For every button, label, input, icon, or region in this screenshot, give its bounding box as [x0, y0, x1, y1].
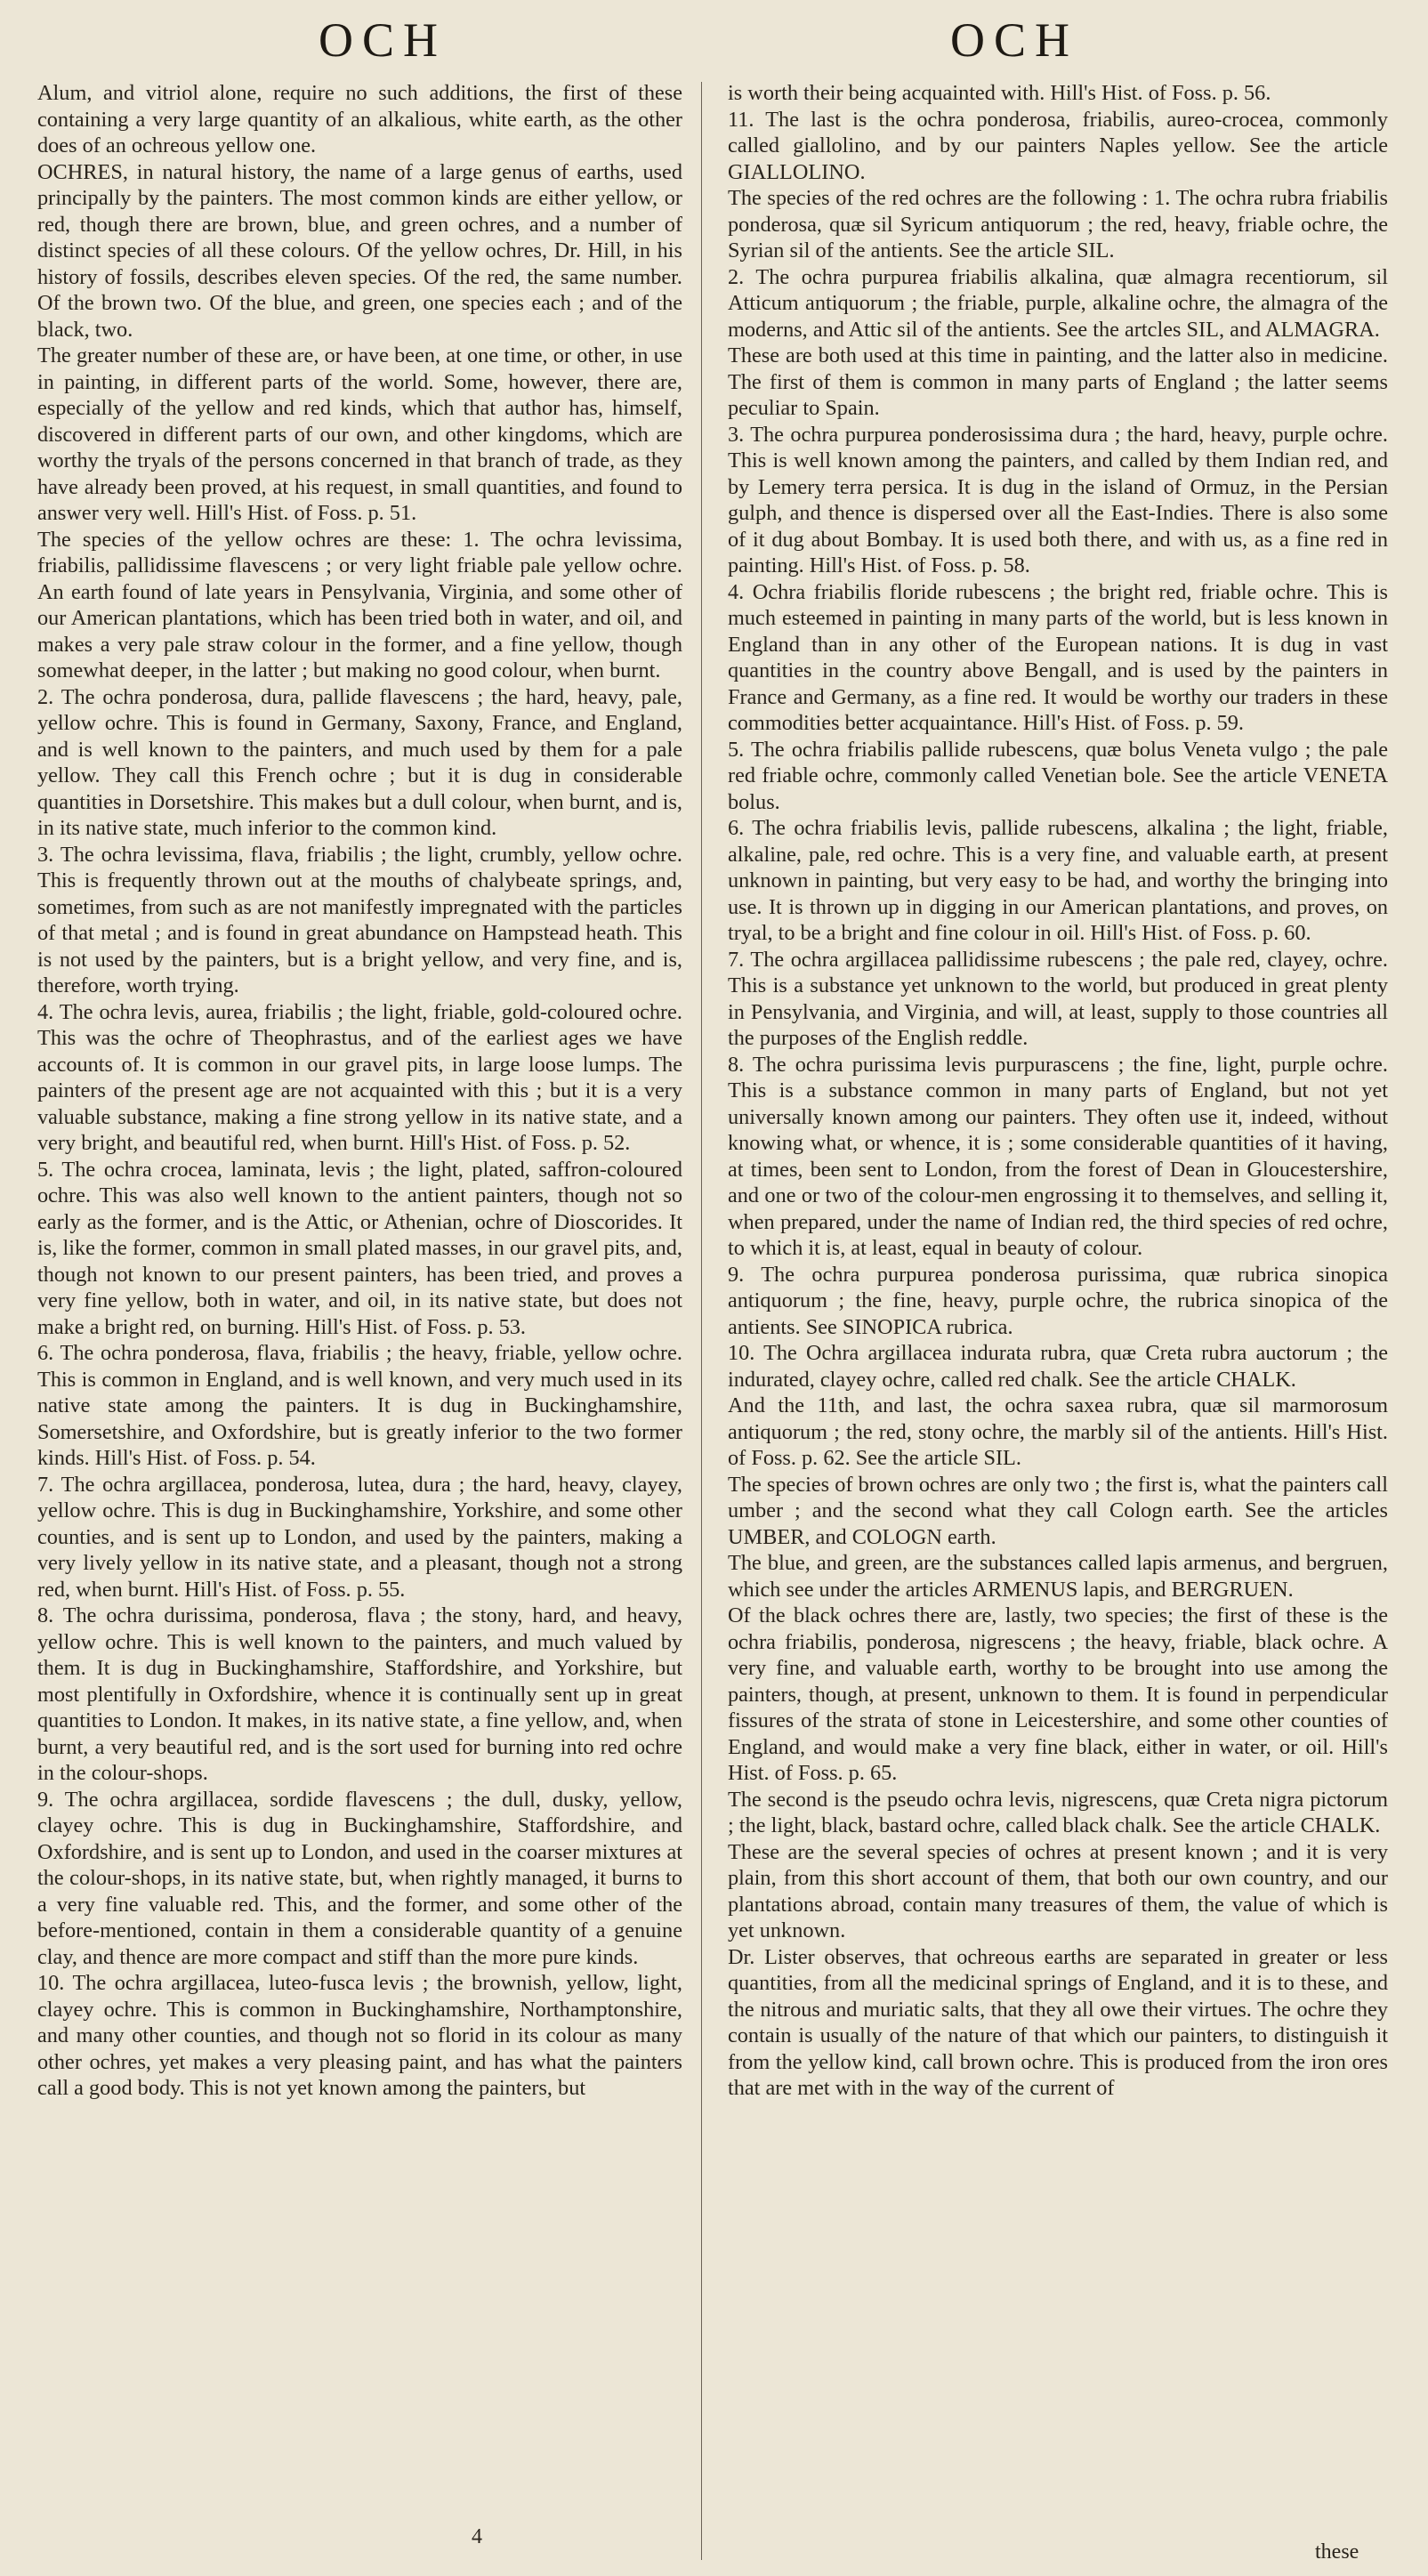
column-divider	[701, 82, 702, 2560]
paragraph: 3. The ochra levissima, flava, friabilis ; the light, crumbly, yellow ochre. This is frequently thrown out at the mouths of chalybeate springs, and, sometimes, from such as are not manifestly impregnated with the particles of that metal ; and is found in great abundance on Hampstead heath. This is not used by the painters, but is a bright yellow, and very fine, and is, therefore, worth trying.	[37, 842, 682, 997]
paragraph: 7. The ochra argillacea, ponderosa, lutea, dura ; the hard, heavy, clayey, yellow ochre. This is dug in Buckinghamshire, Yorkshire, and some other counties, and is sent up to London, and used by the painters, making a very lively yellow in its native state, and a pleasant, though not a strong red, when burnt. Hill's Hist. of Foss. p. 55.	[37, 1472, 682, 1602]
catchword: these	[1315, 2540, 1359, 2564]
paragraph: 4. Ochra friabilis floride rubescens ; the bright red, friable ochre. This is much esteemed in painting in many parts of the world, but is less known in England than in any other of the European nations. It is dug in vast quantities in the country above Bengall, and is used by the painters in France and Germany, as a fine red. It would be worthy our traders in these commodities better acquaintance. Hill's Hist. of Foss. p. 59.	[728, 579, 1388, 735]
paragraph: Alum, and vitriol alone, require no such additions, the first of these containing a very large quantity of an alkalious, white earth, as the other does of an ochreous yellow one.	[37, 81, 682, 157]
paragraph: 9. The ochra argillacea, sordide flavescens ; the dull, dusky, yellow, clayey ochre. This is dug in Buckinghamshire, Staffordshire, and Oxfordshire, and is sent up to London, and used in the coarser mixtures at the colour-shops, in its native state, but, when rightly managed, it burns to a very fine valuable red. This, and the former, and some other of the before-mentioned, contain in them a considerable quantity of a genuine clay, and thence are more compact and stiff than the more pure kinds.	[37, 1787, 682, 1969]
right-column	[728, 80, 1388, 2491]
paragraph: Of the black ochres there are, lastly, two species; the first of these is the ochra friabilis, ponderosa, nigrescens ; the heavy, friable, black ochre. A very fine, and valuable earth, worthy to be brought into use among the painters, though, at present, unknown to them. It is found in perpendicular fissures of the strata of stone in Leicestershire, and some other counties of England, and would make a very fine black, either in water, or oil. Hill's Hist. of Foss. p. 65.	[728, 1603, 1388, 1785]
paragraph: 7. The ochra argillacea pallidissime rubescens ; the pale red, clayey, ochre. This is a substance yet unknown to the world, but produced in great plenty in Pensylvania, and Virginia, and will, at least, supply to those countries all the purposes of the English reddle.	[728, 947, 1388, 1050]
paragraph: The second is the pseudo ochra levis, nigrescens, quæ Creta nigra pictorum ; the light, black, bastard ochre, called black chalk. See the article CHALK.	[728, 1787, 1388, 1837]
left-column	[37, 80, 682, 2491]
paragraph: The species of the yellow ochres are these: 1. The ochra levissima, friabilis, pallidissime flavescens ; or very light friable pale yellow ochre. An earth found of late years in Pensylvania, Virginia, and some other of our American plantations, which has been tried both in water, and oil, and makes a very pale straw colour in the former, and a fine yellow, though somewhat deeper, in the latter ; but making no good colour, when burnt.	[37, 527, 682, 682]
paragraph: And the 11th, and last, the ochra saxea rubra, quæ sil marmorosum antiquorum ; the red, stony ochre, the marbly sil of the antients. Hill's Hist. of Foss. p. 62. See the article SIL.	[728, 1393, 1388, 1470]
paragraph: 5. The ochra crocea, laminata, levis ; the light, plated, saffron-coloured ochre. This was also well known to the antient painters, though not so early as the former, and is the Attic, or Athenian, ochre of Dioscorides. It is, like the former, common in small plated masses, in our gravel pits, and, though not known to our present painters, has been tried, and proves a very fine yellow, both in water, and oil, in its native state, but does not make a bright red, on burning. Hill's Hist. of Foss. p. 53.	[37, 1157, 682, 1339]
paragraph: The species of brown ochres are only two ; the first is, what the painters call umber ; and the second what they call Cologn earth. See the articles UMBER, and COLOGN earth.	[728, 1472, 1388, 1549]
paragraph: is worth their being acquainted with. Hill's Hist. of Foss. p. 56.	[728, 81, 1271, 105]
paragraph: 2. The ochra purpurea friabilis alkalina, quæ almagra recentiorum, sil Atticum antiquorum ; the friable, purple, alkaline ochre, the almagra of the moderns, and Attic sil of the antients. See the artcles SIL, and ALMAGRA.	[728, 264, 1388, 342]
paragraph: 6. The ochra friabilis levis, pallide rubescens, alkalina ; the light, friable, alkaline, pale, red ochre. This is a very fine, and valuable earth, at present unknown in painting, but very easy to be had, and worthy the bringing into use. It is thrown up in digging in our American plantations, and proves, on tryal, to be a bright and fine colour in oil. Hill's Hist. of Foss. p. 60.	[728, 816, 1388, 945]
paragraph: 8. The ochra purissima levis purpurascens ; the fine, light, purple ochre. This is a substance common in many parts of England, but not yet universally known among our painters. They often use it, indeed, without knowing what, or whence, it is ; some considerable quantities of it having, at times, been sent to London, from the forest of Dean in Gloucestershire, and one or two of the colour-men engrossing it to themselves, and selling it, when prepared, under the name of Indian red, the third species of red ochre, to which it is, at least, equal in beauty of colour.	[728, 1052, 1388, 1260]
paragraph: 10. The Ochra argillacea indurata rubra, quæ Creta rubra auctorum ; the indurated, clayey ochre, called red chalk. See the article CHALK.	[728, 1341, 1388, 1392]
running-head-right: OCH	[950, 13, 1079, 67]
paragraph: 3. The ochra purpurea ponderosissima dura ; the hard, heavy, purple ochre. This is well known among the painters, and called by them Indian red, and by Lemery terra persica. It is dug in the island of Ormuz, in the Persian gulph, and thence is dispersed over all the East-Indies. There is also some of it dug about Bombay. It is used both there, and with us, as a fine red in painting. Hill's Hist. of Foss. p. 58.	[728, 422, 1388, 577]
paragraph: 8. The ochra durissima, ponderosa, flava ; the stony, hard, and heavy, yellow ochre. This is well known to the painters, and much valued by them. It is dug in Buckinghamshire, Staffordshire, and Yorkshire, but most plentifully in Oxfordshire, whence it is continually sent up in great quantities to London. It makes, in its native state, a fine yellow, and, when burnt, a very beautiful red, and is the sort used for burning into red ochre in the colour-shops.	[37, 1603, 682, 1785]
paragraph: OCHRES, in natural history, the name of a large genus of earths, used principally by the painters. The most common kinds are either yellow, or red, though there are brown, blue, and green ochres, and a number of distinct species of all these colours. Of the yellow ochres, Dr. Hill, in his history of fossils, describes eleven species. Of the red, the same number. Of the brown two. Of the blue, and green, one species each ; and of the black, two.	[37, 159, 682, 342]
paragraph: The species of the red ochres are the following : 1. The ochra rubra friabilis ponderosa, quæ sil Syricum antiquorum ; the red, heavy, friable ochre, the Syrian sil of the antients. See the article SIL.	[728, 186, 1388, 262]
paragraph: 9. The ochra purpurea ponderosa purissima, quæ rubrica sinopica antiquorum ; the fine, heavy, purple ochre, the rubrica sinopica of the antients. See SINOPICA rubrica.	[728, 1262, 1388, 1339]
paragraph: The greater number of these are, or have been, at one time, or other, in use in painting, in different parts of the world. Some, however, there are, especially of the yellow and red kinds, which that author has, himself, discovered in different parts of our own, and other kingdoms, which are worthy the tryals of the persons concerned in that branch of trade, as they have already been proved, at his request, in small quantities, and found to answer very well. Hill's Hist. of Foss. p. 51.	[37, 343, 682, 525]
paragraph: 4. The ochra levis, aurea, friabilis ; the light, friable, gold-coloured ochre. This was the ochre of Theophrastus, and of the earliest ages we have accounts of. It is common in our gravel pits, in large loose lumps. The painters of the present age are not acquainted with this ; but it is a very valuable substance, making a fine strong yellow in its native state, and a very bright, and beautiful red, when burnt. Hill's Hist. of Foss. p. 52.	[37, 999, 682, 1155]
page-number: 4	[472, 2525, 482, 2548]
running-head-left: OCH	[319, 13, 448, 67]
paragraph: These are both used at this time in painting, and the latter also in medicine. The first of them is common in many parts of England ; the latter seems peculiar to Spain.	[728, 343, 1388, 420]
paragraph: 5. The ochra friabilis pallide rubescens, quæ bolus Veneta vulgo ; the pale red friable ochre, commonly called Venetian bole. See the article VENETA bolus.	[728, 737, 1388, 814]
paragraph: These are the several species of ochres at present known ; and it is very plain, from this short account of them, that both our own country, and our plantations abroad, contain many treasures of them, the value of which is yet unknown.	[728, 1839, 1388, 1942]
paragraph: 6. The ochra ponderosa, flava, friabilis ; the heavy, friable, yellow ochre. This is common in England, and is well known, and very much used in its native state among the painters. It is dug in Buckinghamshire, Somersetshire, and Oxfordshire, but is greatly inferior to the two former kinds. Hill's Hist. of Foss. p. 54.	[37, 1341, 682, 1470]
paragraph: 11. The last is the ochra ponderosa, friabilis, aureo-crocea, commonly called giallolino, and by our painters Naples yellow. See the article GIALLOLINO.	[728, 107, 1388, 184]
paragraph: Dr. Lister observes, that ochreous earths are separated in greater or less quantities, from all the medicinal springs of England, and it is to these, and the nitrous and muriatic salts, that they all owe their virtues. The ochre they contain is usually of the nature of that which our painters, to distinguish it from the yellow kind, call brown ochre. This is produced from the iron ores that are met with in the way of the current of	[728, 1944, 1388, 2100]
paragraph: 2. The ochra ponderosa, dura, pallide flavescens ; the hard, heavy, pale, yellow ochre. This is found in Germany, Saxony, France, and England, and is well known to the painters, and much used by them for a pale yellow. They call this French ochre ; but it is dug in considerable quantities in Dorsetshire. This makes but a dull colour, when burnt, and is, in its native state, much inferior to the common kind.	[37, 684, 682, 840]
paragraph: 10. The ochra argillacea, luteo-fusca levis ; the brownish, yellow, light, clayey ochre. This is common in Buckinghamshire, Northamptonshire, and many other counties, and though not so florid in its colour as many other ochres, yet makes a very pleasing paint, and has what the painters call a good body. This is not yet known among the painters, but	[37, 1971, 682, 2100]
paragraph: The blue, and green, are the substances called lapis armenus, and bergruen, which see under the articles ARMENUS lapis, and BERGRUEN.	[728, 1551, 1388, 1602]
